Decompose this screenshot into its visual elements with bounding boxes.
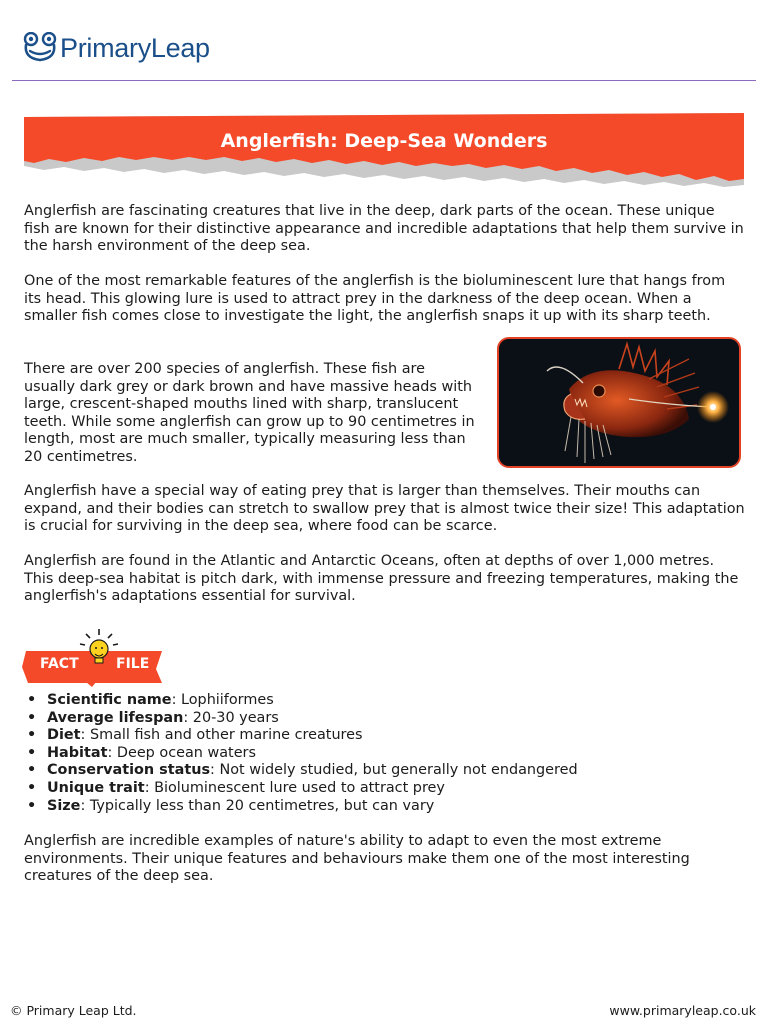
fact-item: • Unique trait: Bioluminescent lure used to attract prey	[27, 779, 445, 796]
eating-paragraph: Anglerfish have a special way of eating prey that is larger than themselves. Their mouths can expand, and their bodies can stretch to swallow prey that is almost twice their size! This adaptation is crucial for surviving in the deep sea, where food can be scarce.	[24, 483, 745, 535]
frog-face-icon	[22, 32, 58, 64]
file-label: FILE	[116, 656, 150, 672]
species-paragraph: There are over 200 species of anglerfish. These fish are usually dark grey or dark brown and have massive heads with large, crescent-shaped mouths lined with sharp, translucent teeth. While some anglerfish can grow up to 90 centimetres in length, most are much smaller, typically measuring less than 20 centimetres.	[24, 361, 475, 465]
fact-item: • Average lifespan: 20-30 years	[27, 709, 279, 726]
fact-item: • Scientific name: Lophiiformes	[27, 692, 274, 708]
torn-paper-banner	[24, 113, 744, 193]
lure-paragraph: One of the most remarkable features of the anglerfish is the bioluminescent lure that hangs from its head. This glowing lure is used to attract prey in the darkness of the deep ocean. When a smaller fish comes close to investigate the light, the anglerfish snaps it up with its sharp teeth.	[24, 273, 726, 325]
fact-item: • Diet: Small fish and other marine creatures	[27, 727, 363, 744]
brand-name: PrimaryLeap	[60, 32, 210, 63]
fact-item: • Size: Typically less than 20 centimetres, but can vary	[27, 797, 435, 814]
fact-list	[24, 692, 744, 815]
intro-paragraph: Anglerfish are fascinating creatures that live in the deep, dark parts of the ocean. These unique fish are known for their distinctive appearance and incredible adaptations that help them survive in the harsh environment of the deep sea.	[24, 203, 744, 255]
title-banner	[24, 113, 744, 193]
page-title: Anglerfish: Deep-Sea Wonders	[220, 130, 548, 152]
fact-item: • Conservation status: Not widely studied, but generally not endangered	[27, 762, 578, 779]
website-link[interactable]: www.primaryleap.co.uk	[609, 1003, 756, 1018]
header-divider	[12, 80, 756, 81]
habitat-paragraph: Anglerfish are found in the Atlantic and Antarctic Oceans, often at depths of over 1,000 metres. This deep-sea habitat is pitch dark, with immense pressure and freezing temperatures, making the anglerfish's adaptations essential for survival.	[24, 553, 739, 605]
brand-logo	[22, 28, 210, 68]
anglerfish-photo	[497, 337, 741, 468]
fact-item: • Habitat: Deep ocean waters	[27, 744, 256, 761]
copyright-text: © Primary Leap Ltd.	[10, 1003, 137, 1018]
fact-file-badge	[22, 627, 164, 687]
fact-label: FACT	[40, 656, 79, 672]
conclusion-paragraph: Anglerfish are incredible examples of nature's ability to adapt to even the most extreme environments. Their unique features and behaviours make them one of the most interesting creatures of the deep sea.	[24, 833, 690, 885]
